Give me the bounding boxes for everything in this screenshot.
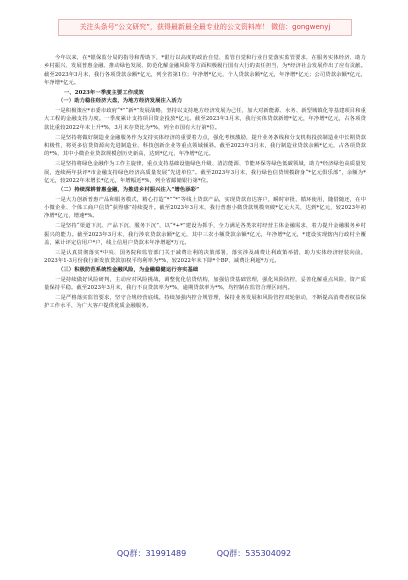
subsection-heading: （一）助力稳住经济大盘，为地方经济发展注入活力 <box>58 98 183 105</box>
promo-banner-text: 关注头条号“公文研究”，获得最新最全最专业的公文资料库！ 微信：gongwenyj <box>79 23 331 31</box>
subsection-heading: （二）持续深耕普惠金融，为推进乡村振兴注入“增色添彩” <box>58 186 200 193</box>
section-heading: 一、2023年一季度主要工作成效 <box>64 89 144 96</box>
subsection-heading: （三）积极防范系统性金融风险，为金融稳健运行夯实基础 <box>58 266 199 273</box>
paragraph: 一是持续做好风险研判，主动应对风险挑战，调整优化信贷结构，加强信贷基础管理，强化风险防控，妥善化解重点风险，资产质量保持平稳。截至2023年3月末，我行不良贷款率为*%，逾期贷款率为*%，均控制在监管合理区间内。 <box>44 276 366 292</box>
footer-contact: QQ群：31991489 QQ群：535304092 <box>116 549 292 558</box>
paragraph: 二是严格落实监管要求，坚守合规经营底线。持续加强内控合规管理，保持业务发展和风险管控双轮驱动，不断提高消费者权益保护工作水平，为广大客户提供优质金融服务。 <box>44 294 366 310</box>
paragraph: 二是坚持“渠道下沉、产品下沉、服务下沉”，以“*+*”建设为抓手，全力满足各类农村经营主体金融需求，着力提升金融服务乡村振兴的能力。截至2023年3月末，我行涉农贷款余额*亿元，其中三农小额贷款余额*亿元，年净增*亿元，*建设实现辖内行政村全覆盖，累计评定信用户*户，线上信用户贷款本年净增超*万元。 <box>44 223 366 247</box>
document-body <box>44 54 366 311</box>
paragraph: 一是大力创新普惠产品和服务模式，精心打造“*”“*”等线上贷款产品，实现贷款直达客户，瞬时审批，循环使用，随借随还，在中小微企业、个体工商户信贷“获得感”持续提升。截至2023年3月末，我行普惠小微贷款规模突破*亿元大关，达到*亿元，较2023年初净增*亿元，增速*%。 <box>44 196 366 220</box>
paragraph: 三是坚持将绿色金融作为工作主旋律，重点支持基础设施绿色升级、清洁能源、节能环保等绿色低碳领域，助力*经济绿色高质量发展，连续两年获评*市金融支持绿色经济高质量发展“先进单位”。截至2023年3月末，我行绿色信贷规模跻身“*亿元俱乐部”，余额为*亿元，较2022年末增长*亿元，年增幅近*%，列全省邮储银行第*位。 <box>44 161 366 185</box>
paragraph: 二是坚持将做好制造业金融服务作为支持实体经济的重要着力点，强化考核激励，提升业务条线和分支机构投放制造业中长期贷款积极性，将更多信贷资源向先进制造业、科技创新企业等重点领域倾斜。截至2023年3月末，我行制造业贷款余额*亿元，占各项贷款的*%，其中小微企业贷款规模创历史新高，达到*亿元，年净增*亿元。 <box>44 134 366 158</box>
paragraph: 三是认真贯彻落实*中央、国务院和监管部门关于减费让利的决策部署，落实涉及减费让利政策举措，助力实体经济轻装向前。2023年1-3月份我行新发放贷款加权平均利率为*%，较2022年末下降*个BP，减费让利超*万元。 <box>44 249 366 265</box>
paragraph: 一是积极策应*市委市政府“*”“新*”发展战略，坚持以支持地方经济发展为己任，加大对新能源、水务、新型城镇化等基建项目和重大工程的金融支持力度。一季度累计支持项目资金投放*亿元。截至2023年3月末，我行实体贷款新增*亿元，年净增*亿元，占各项贷款比重较2022年末上升*%，3月末存贷比为*%，列全市国有大行第*位。 <box>44 107 366 131</box>
promo-banner <box>58 19 352 36</box>
paragraph: 今年以来，在*银保监分局的指导和帮助下，*银行以高度的政治自觉、监管自觉和行业自觉落实监管要求，在服务实体经济、助力乡村振兴、发展普惠金融、推动绿色发展、防范化解金融风险等方面积极履行国有大行的责任担当，为*经济社会发展作出了应有贡献。截至2023年3月末，我行各项贷款余额*亿元，列全省第1位；年净增*亿元，个人贷款余额*亿元，年净增*亿元；公司贷款余额*亿元，年净增*亿元。 <box>44 55 366 87</box>
